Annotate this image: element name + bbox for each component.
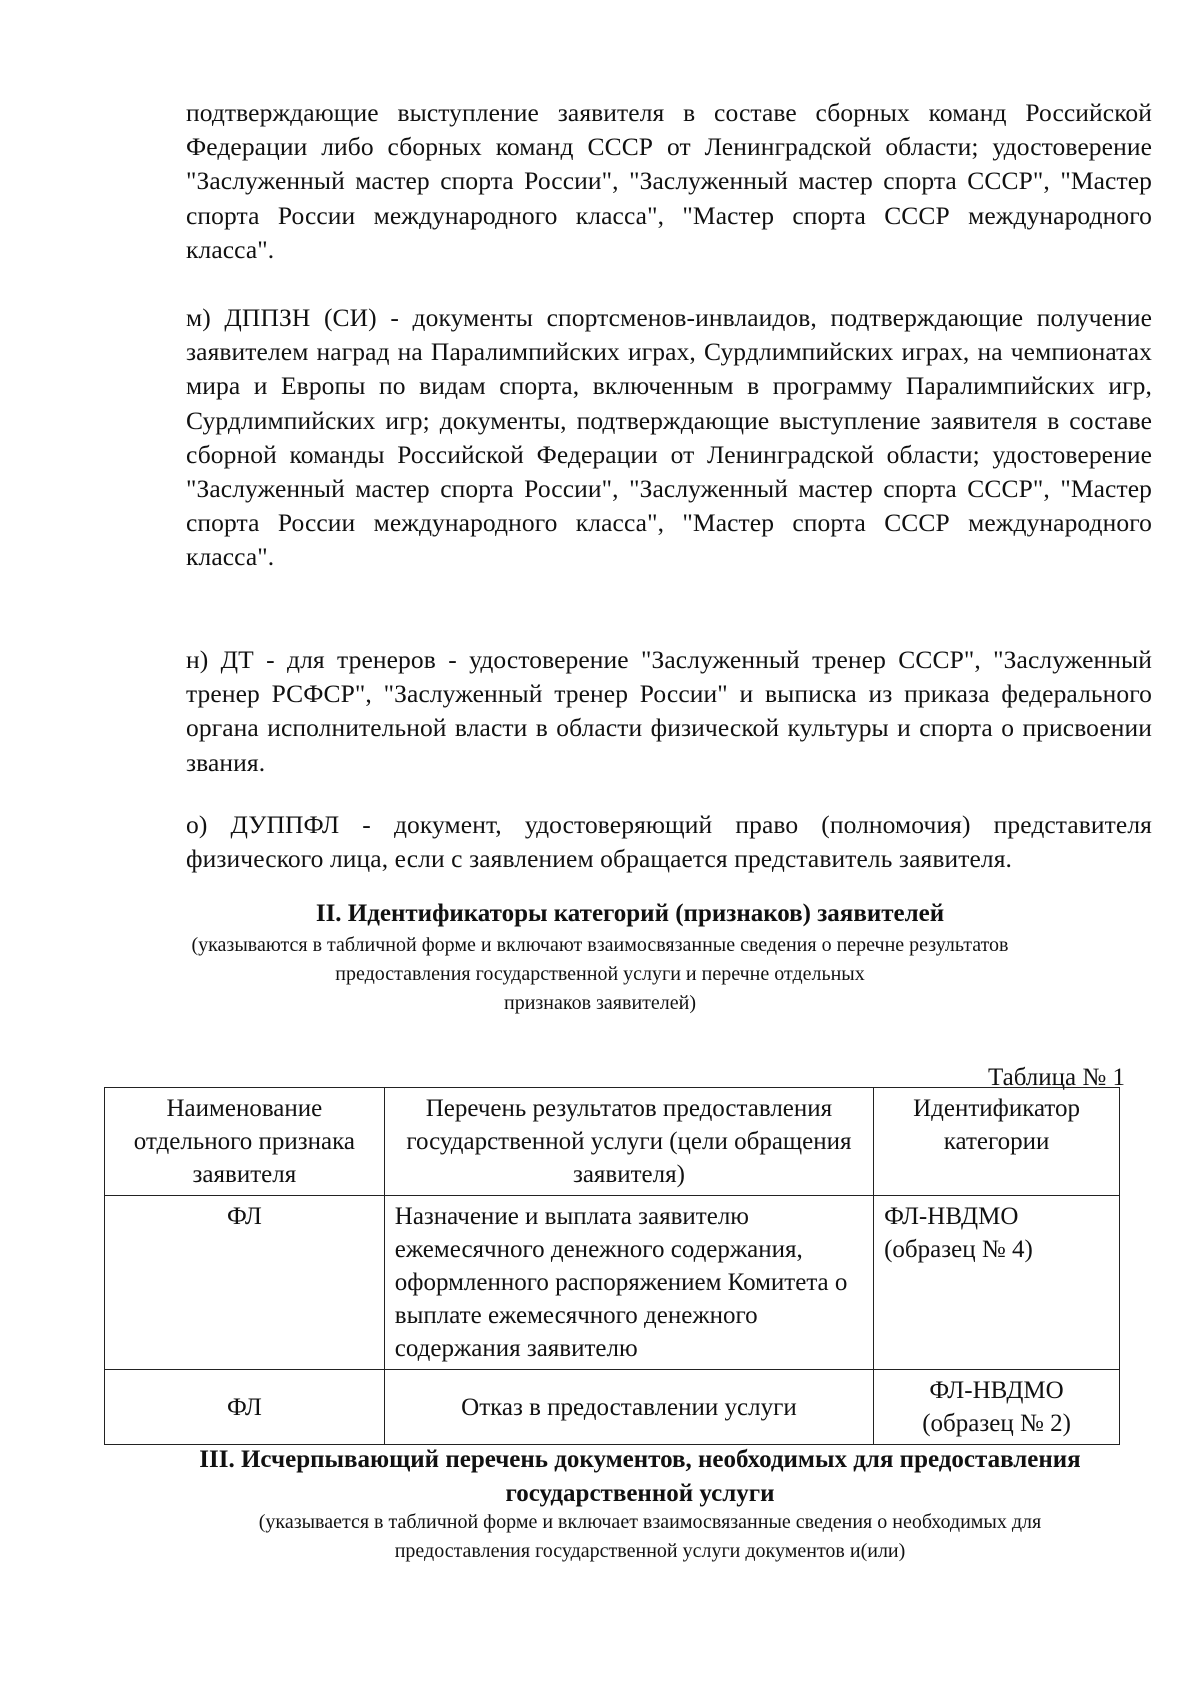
section-2-heading: II. Идентификаторы категорий (признаков) заявителей [315, 900, 945, 927]
header-cell-results: Перечень результатов предоставления государственной услуги (цели обращения заявителя) [384, 1088, 873, 1196]
section-3-heading-line: государственной услуги [505, 1480, 775, 1507]
section-2-note-line: (указываются в табличной форме и включают взаимосвязанные сведения о перечне результатов [191, 934, 1009, 956]
section-2-note [80, 931, 1120, 1018]
identifier-sample: (образец № 4) [884, 1236, 1033, 1263]
identifiers-table [104, 1087, 1120, 1445]
section-2-note-line: признаков заявителей) [504, 992, 696, 1014]
table-row [105, 1196, 1120, 1370]
paragraph-n-dt: н) ДТ - для тренеров - удостоверение "Заслуженный тренер СССР", "Заслуженный тренер РСФСР", "Заслуженный тренер России" и выписка из приказа федерального органа исполнительной власти в области физической культуры и спорта о присвоении звания. [186, 645, 1152, 777]
identifier-code: ФЛ-НВДМО [884, 1203, 1019, 1230]
header-cell-sign: Наименование отдельного признака заявителя [105, 1088, 385, 1196]
paragraph-m-dppzn: м) ДППЗН (СИ) - документы спортсменов-инвлаидов, подтверждающие получение заявителем наград на Паралимпийских играх, Сурдлимпийских играх, на чемпионатах мира и Европы по видам спорта, включенным в программу Паралимпийских игр, Сурдлимпийских игр; документы, подтверждающие выступление заявителя в составе сборной команды Российской Федерации от Ленинградской области; удостоверение "Заслуженный мастер спорта России", "Заслуженный мастер спорта СССР", "Мастер спорта России международного класса", "Мастер спорта СССР международного класса". [186, 303, 1152, 572]
table-caption: Таблица № 1 [987, 1064, 1125, 1091]
header-cell-identifier: Идентификатор категории [874, 1088, 1120, 1196]
section-3-heading [120, 1443, 1160, 1511]
section-3-note [150, 1508, 1150, 1566]
cell-sign: ФЛ [105, 1196, 385, 1370]
cell-result: Назначение и выплата заявителю ежемесячного денежного содержания, оформленного распоряжением Комитета о выплате ежемесячного денежного содержания заявителю [384, 1196, 873, 1370]
table-header-row [105, 1088, 1120, 1196]
cell-identifier [874, 1196, 1120, 1370]
section-3-heading-line: III. Исчерпывающий перечень документов, необходимых для предоставления [199, 1446, 1081, 1473]
table-row [105, 1370, 1120, 1445]
section-2-note-line: предоставления государственной услуги и перечне отдельных [335, 963, 865, 985]
identifier-sample: (образец № 2) [922, 1410, 1071, 1437]
paragraph-l-continuation: подтверждающие выступление заявителя в составе сборных команд Российской Федерации либо сборных команд СССР от Ленинградской области; удостоверение "Заслуженный мастер спорта России", "Заслуженный мастер спорта СССР", "Мастер спорта России международного класса", "Мастер спорта СССР международного класса". [186, 98, 1152, 264]
cell-sign: ФЛ [105, 1370, 385, 1445]
cell-identifier [874, 1370, 1120, 1445]
paragraph-o-duppfl: о) ДУППФЛ - документ, удостоверяющий право (полномочия) представителя физического лица, если с заявлением обращается представитель заявителя. [186, 810, 1152, 874]
section-3-note-line: (указывается в табличной форме и включает взаимосвязанные сведения о необходимых для [258, 1511, 1042, 1533]
identifier-code: ФЛ-НВДМО [929, 1377, 1064, 1404]
section-3-note-line: предоставления государственной услуги документов и(или) [394, 1540, 906, 1562]
cell-result: Отказ в предоставлении услуги [384, 1370, 873, 1445]
